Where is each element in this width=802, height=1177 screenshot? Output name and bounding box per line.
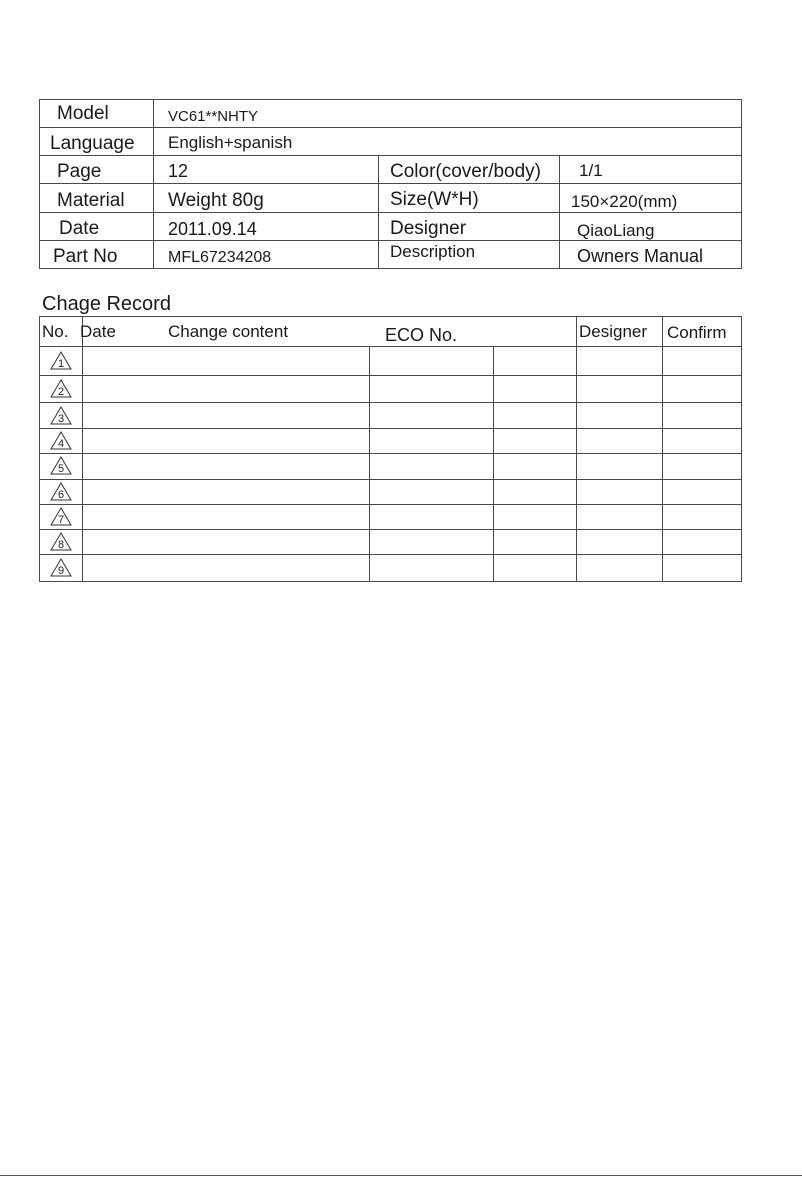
revision-number: 2 [57, 386, 65, 398]
record-row-divider [39, 453, 742, 454]
header-designer: Designer [579, 322, 648, 341]
record-row-divider [39, 402, 742, 403]
page-bottom-rule [0, 1175, 802, 1176]
size-label: Size(W*H) [390, 189, 479, 210]
material-label: Material [57, 190, 125, 211]
record-col-divider [82, 316, 83, 582]
record-col-divider [576, 316, 577, 582]
revision-number: 6 [57, 489, 65, 501]
page-value: 12 [168, 161, 189, 181]
language-label: Language [50, 133, 135, 154]
date-label: Date [59, 218, 100, 239]
info-row-divider [39, 183, 742, 184]
record-row-divider [39, 554, 742, 555]
info-col-divider [153, 99, 154, 269]
revision-triangle-icon [50, 406, 72, 425]
revision-triangle-icon [50, 507, 72, 526]
info-row-divider [39, 127, 742, 128]
revision-triangle-icon [50, 532, 72, 551]
description-value: Owners Manual [577, 246, 704, 266]
info-row-divider [39, 212, 742, 213]
revision-triangle-icon [50, 558, 72, 577]
record-row-divider [39, 529, 742, 530]
material-value: Weight 80g [168, 190, 264, 211]
header-date: Date [80, 322, 116, 341]
record-row-divider [39, 346, 742, 347]
model-value: VC61**NHTY [168, 108, 259, 125]
revision-number: 3 [57, 413, 65, 425]
model-label: Model [57, 103, 109, 124]
designer-value: QiaoLiang [577, 221, 655, 240]
record-row-divider [39, 504, 742, 505]
partno-value: MFL67234208 [168, 249, 272, 266]
header-change-content: Change content [168, 322, 289, 341]
record-row-divider [39, 479, 742, 480]
info-col-divider [378, 155, 379, 269]
revision-number: 8 [57, 539, 65, 551]
record-col-divider [493, 346, 494, 582]
language-value: English+spanish [168, 133, 293, 152]
revision-triangle-icon [50, 351, 72, 370]
revision-number: 5 [57, 463, 65, 475]
info-row-divider [39, 155, 742, 156]
revision-number: 9 [57, 565, 65, 577]
color-label: Color(cover/body) [390, 161, 541, 182]
revision-triangle-icon [50, 456, 72, 475]
revision-triangle-icon [50, 431, 72, 450]
record-col-divider [662, 316, 663, 582]
header-confirm: Confirm [667, 323, 727, 342]
info-col-divider [559, 155, 560, 269]
record-col-divider [369, 346, 370, 582]
date-value: 2011.09.14 [168, 219, 257, 239]
size-value: 150×220(mm) [571, 192, 678, 211]
info-row-divider [39, 240, 742, 241]
revision-number: 1 [57, 358, 65, 370]
partno-label: Part No [53, 246, 118, 267]
revision-triangle-icon [50, 379, 72, 398]
record-row-divider [39, 375, 742, 376]
description-label: Description [390, 242, 476, 261]
revision-triangle-icon [50, 482, 72, 501]
revision-number: 7 [57, 514, 65, 526]
change-record-title: Chage Record [42, 293, 171, 315]
page-label: Page [57, 161, 102, 182]
designer-label: Designer [390, 218, 467, 239]
color-value: 1/1 [579, 161, 603, 180]
record-row-divider [39, 428, 742, 429]
revision-number: 4 [57, 438, 65, 450]
header-no: No. [42, 322, 69, 341]
change-record-table [39, 316, 742, 582]
header-eco-no: ECO No. [385, 325, 458, 345]
